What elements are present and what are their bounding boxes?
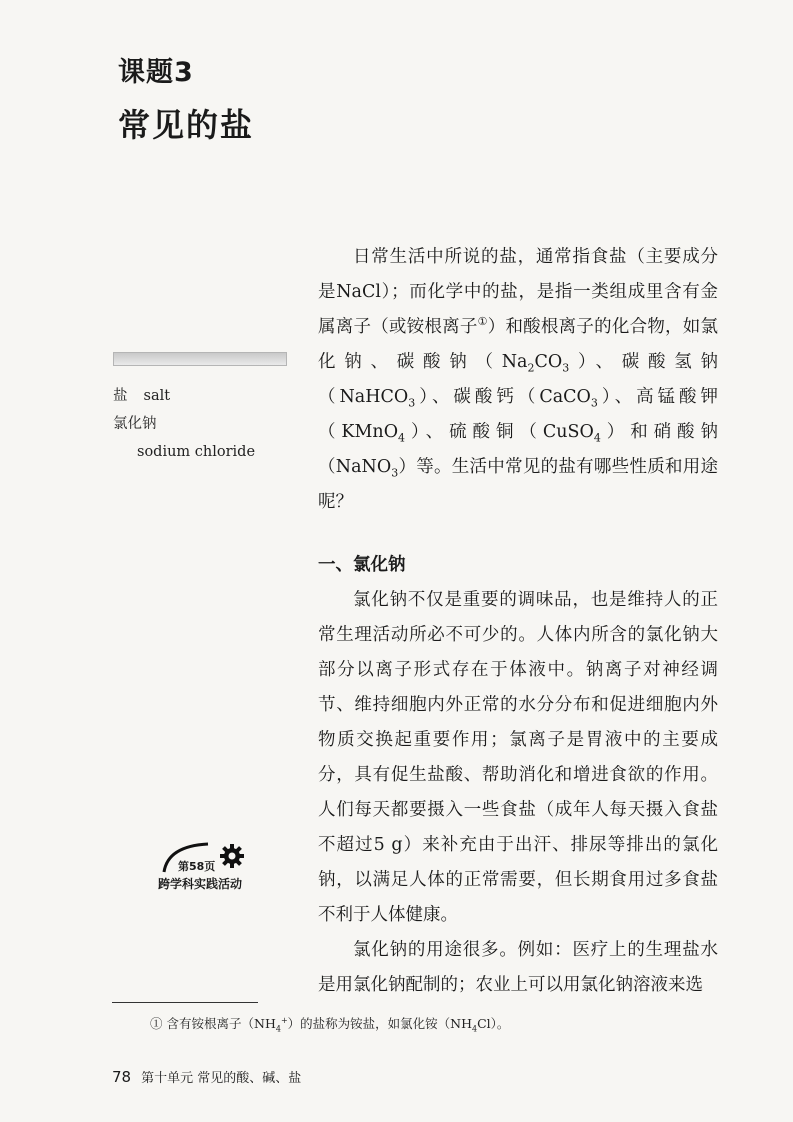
footnote-divider xyxy=(112,1002,258,1003)
page-number: 78 xyxy=(112,1068,132,1086)
lesson-title: 常见的盐 xyxy=(118,106,255,144)
glossary-bar xyxy=(113,352,287,366)
activity-link[interactable] xyxy=(158,838,268,898)
activity-label: 跨学科实践活动 xyxy=(158,877,243,891)
unit-title: 第十单元 常见的酸、碱、盐 xyxy=(141,1071,302,1086)
footnote: ① 含有铵根离子$(NH_4^+)$的盐称为铵盐，如氯化铵$(NH_4Cl)$。 xyxy=(150,1015,510,1034)
page-footer xyxy=(112,1067,301,1086)
footnote-reference[interactable]: ① xyxy=(477,315,488,329)
glossary-box xyxy=(113,352,287,466)
activity-page: 第58页 xyxy=(178,860,216,873)
gear-icon xyxy=(220,844,244,868)
main-text xyxy=(318,240,718,1003)
lesson-number: 课题3 xyxy=(118,57,194,88)
section-paragraph: 氯化钠的用途很多。例如：医疗上的生理盐水是用氯化钠配制的；农业上可以用氯化钠溶液来选 xyxy=(318,940,718,995)
glossary-entry-nacl-en: sodium chloride xyxy=(137,444,256,460)
glossary-entry-salt: 盐 salt xyxy=(113,388,171,404)
section-heading: 一、氯化钠 xyxy=(318,555,406,575)
glossary-entry-nacl-cn: 氯化钠 xyxy=(113,416,157,432)
section-paragraph: 氯化钠不仅是重要的调味品，也是维持人的正常生理活动所必不可少的。人体内所含的氯化钠大部分以离子形式存在于体液中。钠离子对神经调节、维持细胞内外正常的水分分布和促进细胞内外物质交换起重要作用；氯离子是胃液中的主要成分，具有促生盐酸、帮助消化和增进食欲的作用。人们每天都要摄入一些食盐（成年人每天摄入食盐不超过5 g）来补充由于出汗、排尿等排出的氯化钠，以满足人体的正常需要，但长期食用过多食盐不利于人体健康。 xyxy=(318,590,718,925)
intro-paragraph: 日常生活中所说的盐，通常指食盐（主要成分是NaCl）；而化学中的盐，是指一类组成里含有金属离子（或铵根离子①）和酸根离子的化合物，如氯化钠、碳酸钠$(Na_2CO_3)$、碳酸氢钠（NaHCO$_3$）、碳酸钙（CaCO$_3$）、高锰酸钾（KMnO$_4$）、硫酸铜（CuSO$_4$）和硝酸钠（NaNO$_3$）等。生活中常见的盐有哪些性质和用途呢？ xyxy=(318,247,719,512)
